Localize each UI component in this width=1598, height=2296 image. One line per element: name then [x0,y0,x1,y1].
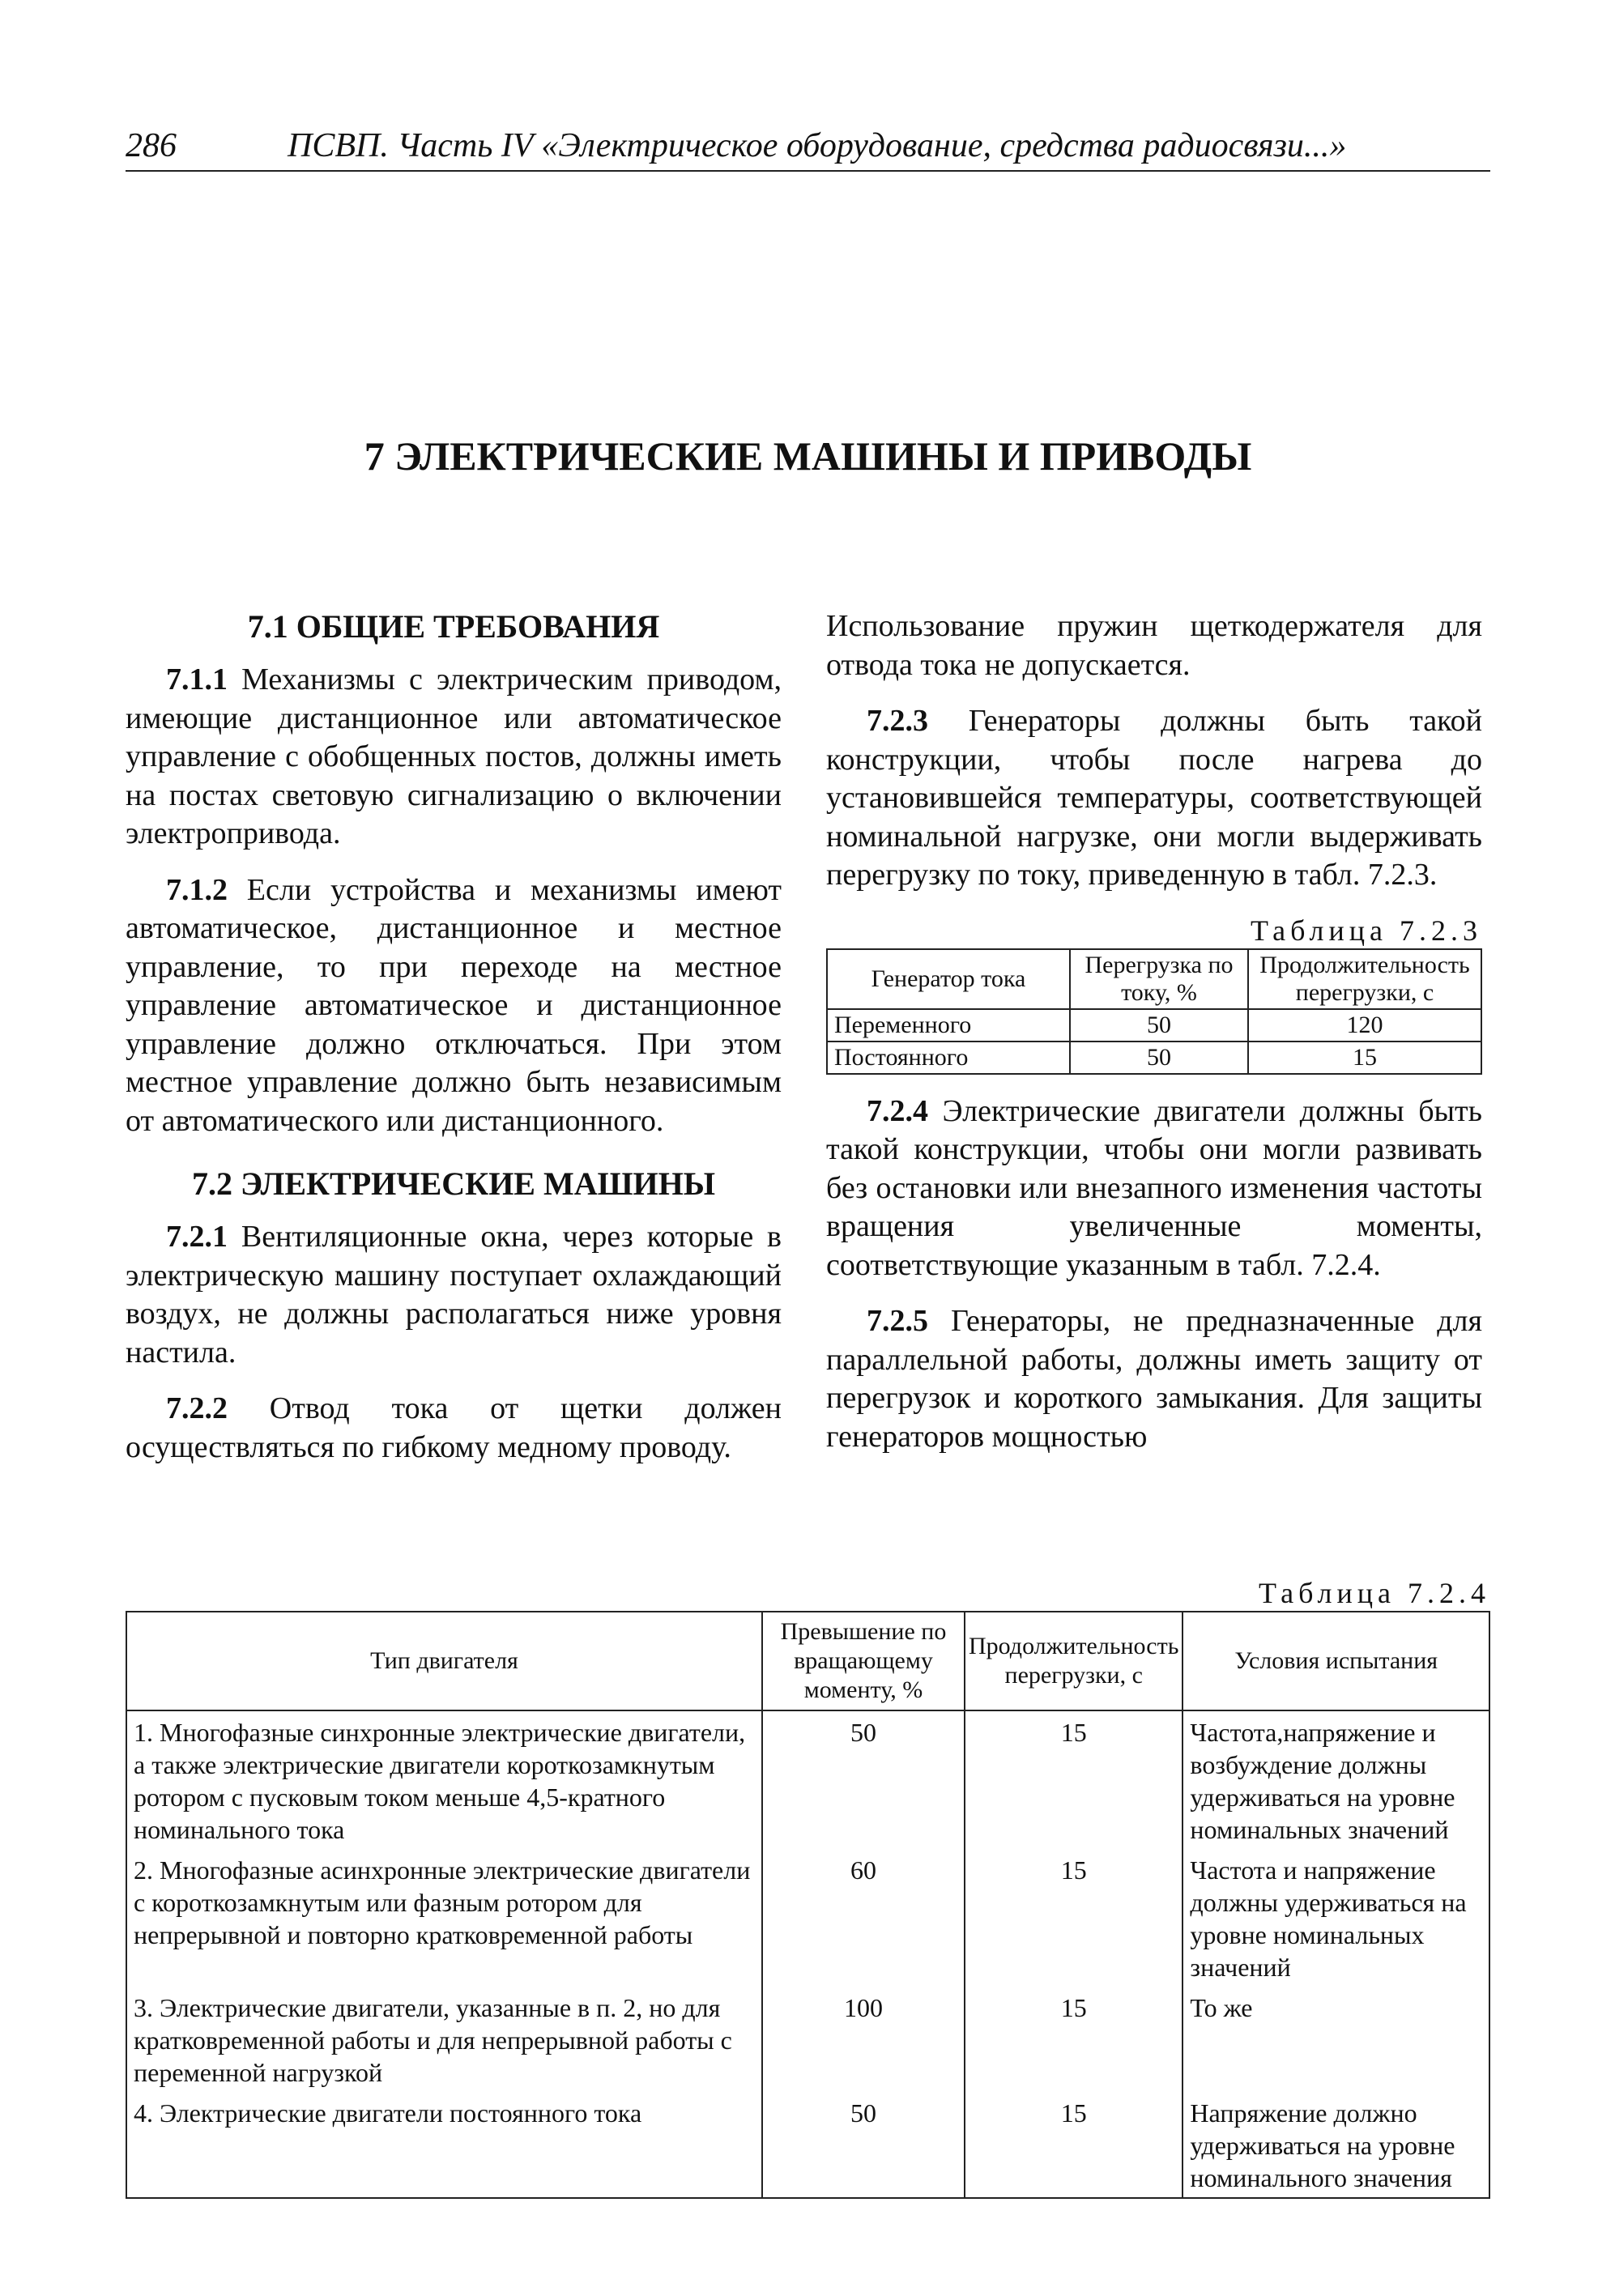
paragraph-number: 7.2.1 [166,1220,228,1254]
table-cell: Переменного [827,1009,1070,1042]
paragraph-text: Механизмы с электрическим приводом, имеющие дистанционное или автоматическое управление с обобщенных постов, должны иметь на постах световую сигнализацию о включении электропривода. [126,662,782,850]
column-header: Продолжительность перегрузки, с [965,1612,1183,1710]
paragraph-7-2-5 [826,1302,1482,1456]
table-7-2-3-caption: Таблица 7.2.3 [1251,914,1482,947]
table-7-2-4-block [126,1575,1490,2199]
page-number: 286 [126,127,177,164]
table-cell: Частота,напряжение и возбуждение должны удерживаться на уровне номинальных значений [1183,1710,1489,1849]
table-cell: 2. Многофазные асинхронные электрические двигатели с короткозамкнутым или фазным ротором для непрерывной и повторно кратковременной работы [126,1849,762,1987]
paragraph-7-1-2 [126,871,782,1141]
paragraph-text: Генераторы должны быть такой конструкции, чтобы после нагрева до установившейся температуры, соответствующей номинальной нагрузке, они могли выдерживать перегрузку по току, приведенную в табл. 7.2.3. [826,704,1482,892]
paragraph-number: 7.2.5 [867,1304,928,1338]
paragraph-text: Генераторы, не предназначенные для параллельной работы, должны иметь защиту от перегрузок и короткого замыкания. Для защиты генераторов мощностью [826,1304,1482,1454]
table-7-2-4 [126,1611,1490,2199]
table-7-2-4-caption: Таблица 7.2.4 [1259,1577,1490,1609]
table-cell: 50 [1070,1042,1248,1074]
table-cell: 3. Электрические двигатели, указанные в п. 2, но для кратковременной работы и для непрерывной работы с переменной нагрузкой [126,1987,762,2092]
column-header: Перегрузка по току, % [1070,949,1248,1009]
column-header: Условия испытания [1183,1612,1489,1710]
table-row [126,2092,1489,2198]
table-cell: 4. Электрические двигатели постоянного тока [126,2092,762,2198]
table-cell: 15 [965,1987,1183,2092]
right-column [826,607,1482,1474]
column-header: Продолжительность перегрузки, с [1248,949,1481,1009]
paragraph-number: 7.2.2 [166,1391,228,1425]
table-row [126,1987,1489,2092]
table-cell: 1. Многофазные синхронные электрические двигатели, а также электрические двигатели короткозамкнутым ротором с пусковым током меньше 4,5-кратного номинального тока [126,1710,762,1849]
paragraph-number: 7.1.2 [166,872,228,907]
column-header: Генератор тока [827,949,1070,1009]
chapter-title: 7 ЭЛЕКТРИЧЕСКИЕ МАШИНЫ И ПРИВОДЫ [364,433,1252,479]
table-cell: 15 [965,1710,1183,1849]
table-header-row [827,949,1481,1009]
column-header: Тип двигателя [126,1612,762,1710]
running-title: ПСВП. Часть IV «Электрическое оборудование, средства радиосвязи...» [288,127,1347,164]
paragraph-number: 7.1.1 [166,662,228,696]
paragraph-number: 7.2.3 [867,704,928,738]
page-header [126,121,1490,172]
table-cell: Частота и напряжение должны удерживаться на уровне номинальных значений [1183,1849,1489,1987]
table-row [827,1009,1481,1042]
paragraph-text: Вентиляционные окна, через которые в электрическую машину поступает охлаждающий воздух, не должны располагаться ниже уровня настила. [126,1220,782,1370]
paragraph-text: Отвод тока от щетки должен осуществляться по гибкому медному проводу. [126,1391,782,1464]
table-cell: Напряжение должно удерживаться на уровне номинального значения [1183,2092,1489,2198]
table-cell: 50 [1070,1009,1248,1042]
table-cell: 15 [1248,1042,1481,1074]
table-cell: 15 [965,2092,1183,2198]
paragraph-7-2-2 [126,1390,782,1467]
table-row [126,1710,1489,1849]
left-column [126,607,782,1485]
table-row [827,1042,1481,1074]
column-header: Превышение по вращающему моменту, % [762,1612,965,1710]
section-title-7-1: 7.1 ОБЩИЕ ТРЕБОВАНИЯ [247,608,660,645]
table-header-row [126,1612,1489,1710]
table-cell: 15 [965,1849,1183,1987]
table-row [126,1849,1489,1987]
paragraph-number: 7.2.4 [867,1093,928,1128]
table-cell: 120 [1248,1009,1481,1042]
paragraph-continuation: Использование пружин щеткодержателя для отвода тока не допускается. [826,609,1482,682]
table-cell: Постоянного [827,1042,1070,1074]
table-7-2-3 [826,948,1482,1075]
table-cell: То же [1183,1987,1489,2092]
paragraph-7-2-4 [826,1093,1482,1285]
section-title-7-2: 7.2 ЭЛЕКТРИЧЕСКИЕ МАШИНЫ [191,1165,716,1202]
table-cell: 100 [762,1987,965,2092]
paragraph-7-2-3 [826,702,1482,895]
table-cell: 50 [762,1710,965,1849]
table-cell: 60 [762,1849,965,1987]
paragraph-text: Если устройства и механизмы имеют автоматическое, дистанционное и местное управление, то при переходе на местное управление автоматическое и дистанционное управление должно отключаться. При этом местное управление должно быть независимым от автоматического или дистанционного. [126,872,782,1138]
table-cell: 50 [762,2092,965,2198]
paragraph-text: Электрические двигатели должны быть такой конструкции, чтобы они могли развивать без остановки или внезапного изменения частоты вращения увеличенные моменты, соответствующие указанным в табл. 7.2.4. [826,1093,1482,1282]
paragraph-7-2-1 [126,1218,782,1372]
paragraph-7-1-1 [126,661,782,854]
